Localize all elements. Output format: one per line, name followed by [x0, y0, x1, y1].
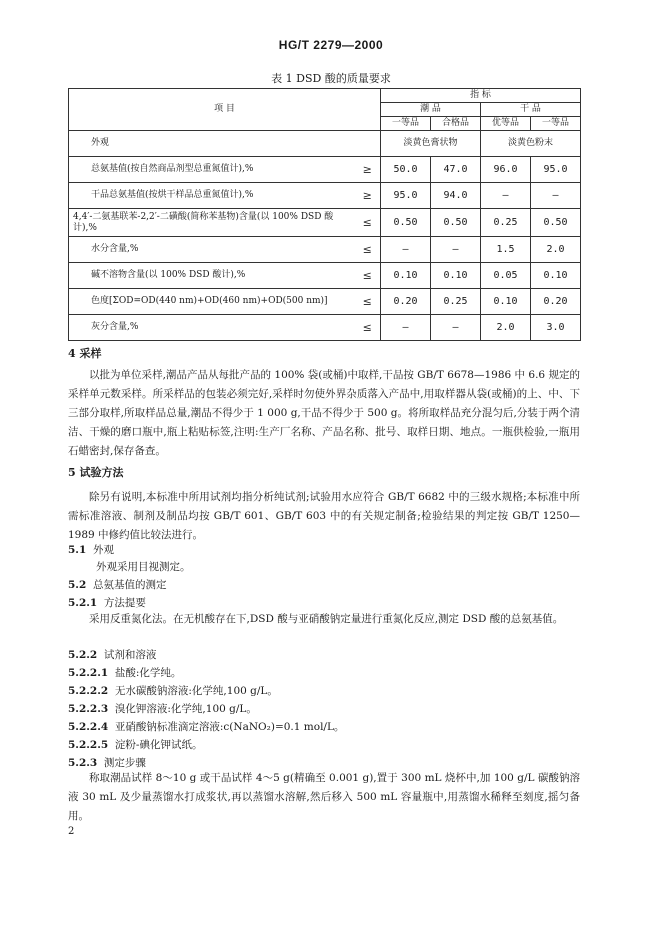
row-item: 色度[ΣOD=OD(440 nm)+OD(460 nm)+OD(500 nm)]: [69, 289, 355, 315]
row-value: 94.0: [431, 183, 481, 209]
table-row: [69, 209, 581, 237]
row-sign: ≤: [355, 263, 381, 289]
row-value: 3.0: [531, 315, 581, 341]
row-sign: ≤: [355, 237, 381, 263]
row-value: 0.20: [531, 289, 581, 315]
table-row: [69, 157, 581, 183]
section-4-title: 4 采样: [68, 347, 102, 360]
col-header-index: 指 标: [381, 89, 581, 103]
row-value: —: [431, 237, 481, 263]
row-item: 外观: [69, 131, 355, 157]
row-value: 0.50: [381, 209, 431, 237]
row-value: —: [381, 315, 431, 341]
row-value: 95.0: [381, 183, 431, 209]
item-5-2-2-1: 5.2.2.1 盐酸:化学纯。: [68, 667, 182, 679]
row-value: 0.50: [531, 209, 581, 237]
row-value: 0.10: [531, 263, 581, 289]
row-value: 0.05: [481, 263, 531, 289]
row-value: 0.10: [481, 289, 531, 315]
row-value: 1.5: [481, 237, 531, 263]
table-row: [69, 263, 581, 289]
page-number: 2: [68, 826, 75, 837]
heading-5-2-1: 5.2.1 方法提要: [68, 597, 146, 609]
row-sign: ≥: [355, 157, 381, 183]
row-sign: ≥: [355, 183, 381, 209]
quality-requirements-table: [68, 88, 581, 341]
row-value: 0.50: [431, 209, 481, 237]
col-header-wet: 潮 品: [381, 103, 481, 117]
heading-5-1: 5.1 外观: [68, 544, 114, 556]
row-sign: [355, 131, 381, 157]
row-value: 0.25: [481, 209, 531, 237]
page-header: HG/T 2279—2000: [278, 38, 384, 52]
table-row: [69, 315, 581, 341]
row-sign: ≤: [355, 209, 381, 237]
row-value: 50.0: [381, 157, 431, 183]
row-item: 水分含量,%: [69, 237, 355, 263]
row-value: 0.10: [431, 263, 481, 289]
row-value: 0.20: [381, 289, 431, 315]
row-span-value: 淡黄色膏状物: [381, 131, 481, 157]
row-value: —: [381, 237, 431, 263]
row-value: —: [481, 183, 531, 209]
item-5-2-2-5: 5.2.2.5 淀粉-碘化钾试纸。: [68, 739, 203, 751]
row-value: 0.10: [381, 263, 431, 289]
grade-header: 一等品: [381, 117, 431, 131]
table-row: [69, 183, 581, 209]
heading-5-2-3: 5.2.3 测定步骤: [68, 757, 146, 769]
row-span-value: 淡黄色粉末: [481, 131, 581, 157]
row-item: 灰分含量,%: [69, 315, 355, 341]
table-row: [69, 237, 581, 263]
row-value: 47.0: [431, 157, 481, 183]
row-value: 2.0: [481, 315, 531, 341]
text-5-2-1: 采用反重氮化法。在无机酸存在下,DSD 酸与亚硝酸钠定量进行重氮化反应,测定 DSD 酸的总氨基值。: [89, 613, 564, 625]
row-sign: ≤: [355, 289, 381, 315]
col-header-item: 项 目: [69, 89, 381, 131]
row-sign: ≤: [355, 315, 381, 341]
row-value: —: [531, 183, 581, 209]
heading-5-2: 5.2 总氨基值的测定: [68, 579, 167, 591]
grade-header: 一等品: [531, 117, 581, 131]
table-caption: 表 1 DSD 酸的质量要求: [271, 72, 391, 85]
section-5-paragraph: 除另有说明,本标准中所用试剂均指分析纯试剂;试验用水应符合 GB/T 6682 中的三级水规格;本标准中所需标准溶液、制剂及制品均按 GB/T 601、GB/T 603 中的有关规定制备;检验结果的判定按 GB/T 1250—1989 中修约值比较法进行。: [68, 491, 580, 541]
row-value: —: [431, 315, 481, 341]
item-5-2-2-3: 5.2.2.3 溴化钾溶液:化学纯,100 g/L。: [68, 703, 257, 715]
item-5-2-2-2: 5.2.2.2 无水碳酸钠溶液:化学纯,100 g/L。: [68, 685, 278, 697]
section-5-title: 5 试验方法: [68, 466, 124, 479]
row-item: 总氨基值(按自然商品剂型总重氮值计),%: [69, 157, 355, 183]
grade-header: 优等品: [481, 117, 531, 131]
row-value: 0.25: [431, 289, 481, 315]
row-value: 96.0: [481, 157, 531, 183]
heading-5-2-2: 5.2.2 试剂和溶液: [68, 649, 157, 661]
row-item: 碱不溶物含量(以 100% DSD 酸计),%: [69, 263, 355, 289]
text-5-2-3: 称取潮品试样 8～10 g 或干品试样 4～5 g(精确至 0.001 g),置于 300 mL 烧杯中,加 100 g/L 碳酸钠溶液 30 mL 及少量蒸馏水打成浆状,再以蒸馏水溶解,然后移入 500 mL 容量瓶中,用蒸馏水稀释至刻度,摇匀备用。: [68, 772, 580, 822]
table-row: [69, 131, 581, 157]
col-header-dry: 干 品: [481, 103, 581, 117]
table-row: [69, 289, 581, 315]
row-value: 95.0: [531, 157, 581, 183]
row-value: 2.0: [531, 237, 581, 263]
row-item: 干品总氨基值(按烘干样品总重氮值计),%: [69, 183, 355, 209]
text-5-1: 外观采用目视测定。: [96, 561, 191, 573]
grade-header: 合格品: [431, 117, 481, 131]
section-4-paragraph: 以批为单位采样,潮品产品从每批产品的 100% 袋(或桶)中取样,干品按 GB/T 6678—1986 中 6.6 规定的采样单元数采样。所采样品的包装必须完好,采样时勿使外界杂质落入产品中,用取样器从袋(或桶)的上、中、下三部分取样,所取样品总量,潮品不得少于 1 000 g,干品不得少于 500 g。将所取样品充分混匀后,分装于两个清洁、干燥的磨口瓶中,瓶上粘贴标签,注明:生产厂名称、产品名称、批号、取样日期、地点。一瓶供检验,一瓶用石蜡密封,保存备查。: [68, 369, 580, 457]
row-item: 4,4′-二氨基联苯-2,2′-二磺酸(简称苯基物)含量(以 100% DSD 酸计),%: [69, 209, 355, 237]
item-5-2-2-4: 5.2.2.4 亚硝酸钠标准滴定溶液:c(NaNO₂)=0.1 mol/L。: [68, 721, 345, 733]
